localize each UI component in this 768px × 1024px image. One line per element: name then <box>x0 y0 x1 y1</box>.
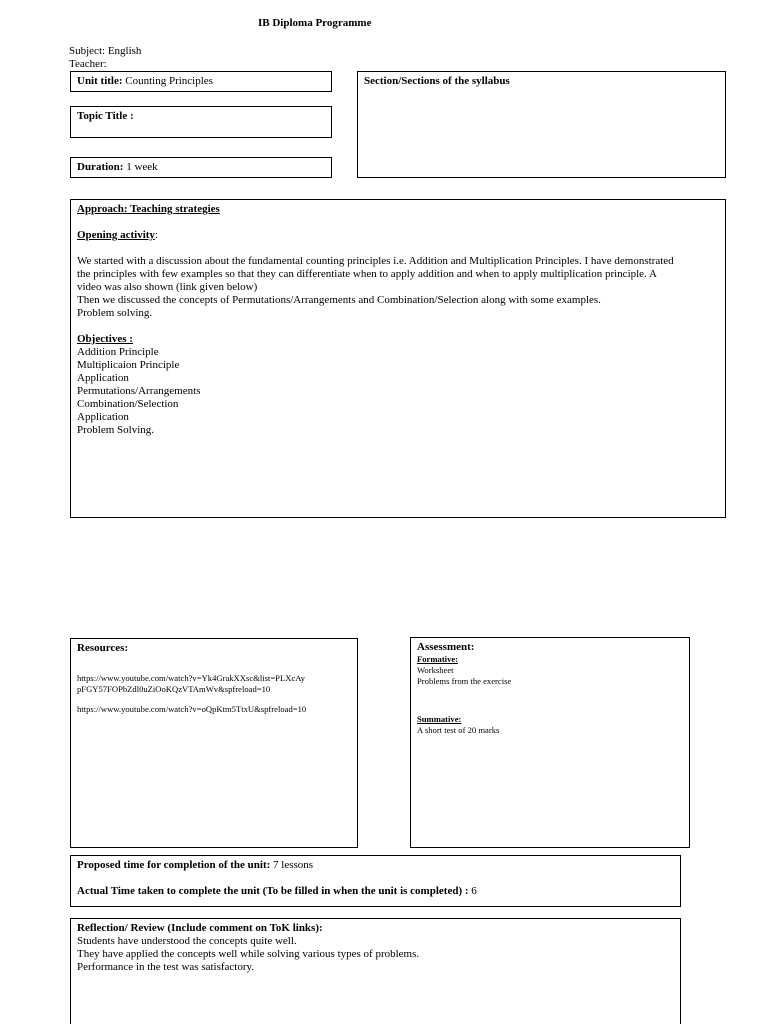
programme-title: IB Diploma Programme <box>258 17 372 29</box>
formative-heading: Formative: <box>417 654 459 664</box>
opening-activity-colon: : <box>154 229 158 241</box>
objective-item: Addition Principle <box>77 346 159 358</box>
syllabus-label: Section/Sections of the syllabus <box>364 75 510 87</box>
objective-item: Application <box>77 411 129 423</box>
reflection-box <box>70 918 681 1024</box>
proposed-time-line <box>77 859 674 872</box>
objective-item: Application <box>77 372 129 384</box>
approach-heading: Approach: Teaching strategies <box>77 203 220 215</box>
objective-item: Combination/Selection <box>77 398 179 410</box>
subject-value: English <box>107 45 142 57</box>
objectives-list <box>77 346 719 437</box>
opening-activity-heading: Opening activity <box>77 229 155 241</box>
proposed-time-value: 7 lessons <box>273 859 314 871</box>
actual-time-value: 6 <box>471 885 477 897</box>
resources-box <box>70 638 358 848</box>
objective-item: Permutations/Arrangements <box>77 385 201 397</box>
approach-box <box>70 199 726 518</box>
objective-item: Multiplicaion Principle <box>77 359 180 371</box>
objective-item: Problem Solving. <box>77 424 155 436</box>
topic-title-label: Topic Title : <box>77 110 134 122</box>
subject-label: Subject: <box>69 45 106 57</box>
resource-link-1-line-1[interactable]: https://www.youtube.com/watch?v=Yk4GrakXXsc&list=PLXcAy <box>77 673 305 683</box>
approach-paragraph <box>77 255 719 320</box>
resources-heading: Resources: <box>77 642 129 654</box>
summative-item: A short test of 20 marks <box>417 725 500 735</box>
unit-title-box <box>70 71 332 92</box>
approach-line: Problem solving. <box>77 307 153 319</box>
approach-line: the principles with few examples so that they can differentiate when to apply addition and when to apply multiplication principle. A <box>77 268 657 280</box>
objectives-heading: Objectives : <box>77 333 133 345</box>
duration-value: 1 week <box>126 161 158 173</box>
opening-activity-line <box>77 229 719 242</box>
duration-box <box>70 157 332 178</box>
unit-title-label: Unit title: <box>77 75 123 87</box>
actual-time-label: Actual Time taken to complete the unit (To be filled in when the unit is completed) : <box>77 885 469 897</box>
assessment-box <box>410 637 690 848</box>
teacher-label: Teacher: <box>69 58 107 70</box>
duration-label: Duration: <box>77 161 124 173</box>
reflection-heading: Reflection/ Review (Include comment on ToK links): <box>77 922 323 934</box>
reflection-line: Students have understood the concepts quite well. <box>77 935 297 947</box>
reflection-line: Performance in the test was satisfactory. <box>77 961 255 973</box>
formative-item: Worksheet <box>417 665 454 675</box>
actual-time-line <box>77 885 674 898</box>
syllabus-box <box>357 71 726 178</box>
summative-heading: Summative: <box>417 714 462 724</box>
approach-line: video was also shown (link given below) <box>77 281 258 293</box>
resource-link-1-line-2[interactable]: pFGY57FOPbZdl0uZiOoKQzVTAmWv&spfreload=10 <box>77 684 271 694</box>
reflection-line: They have applied the concepts well while solving various types of problems. <box>77 948 420 960</box>
timing-box <box>70 855 681 907</box>
unit-title-value: Counting Principles <box>125 75 213 87</box>
formative-item: Problems from the exercise <box>417 676 512 686</box>
subject-line <box>69 45 141 58</box>
topic-title-box <box>70 106 332 138</box>
approach-line: Then we discussed the concepts of Permutations/Arrangements and Combination/Selection along with some examples. <box>77 294 601 306</box>
assessment-heading: Assessment: <box>417 641 475 653</box>
resource-link-1[interactable] <box>77 673 351 695</box>
approach-line: We started with a discussion about the fundamental counting principles i.e. Addition and Multiplication Principles. I have demonstrated <box>77 255 674 267</box>
resource-link-2[interactable]: https://www.youtube.com/watch?v=oQpKtm5TtxU&spfreload=10 <box>77 704 307 714</box>
proposed-time-label: Proposed time for completion of the unit: <box>77 859 271 871</box>
